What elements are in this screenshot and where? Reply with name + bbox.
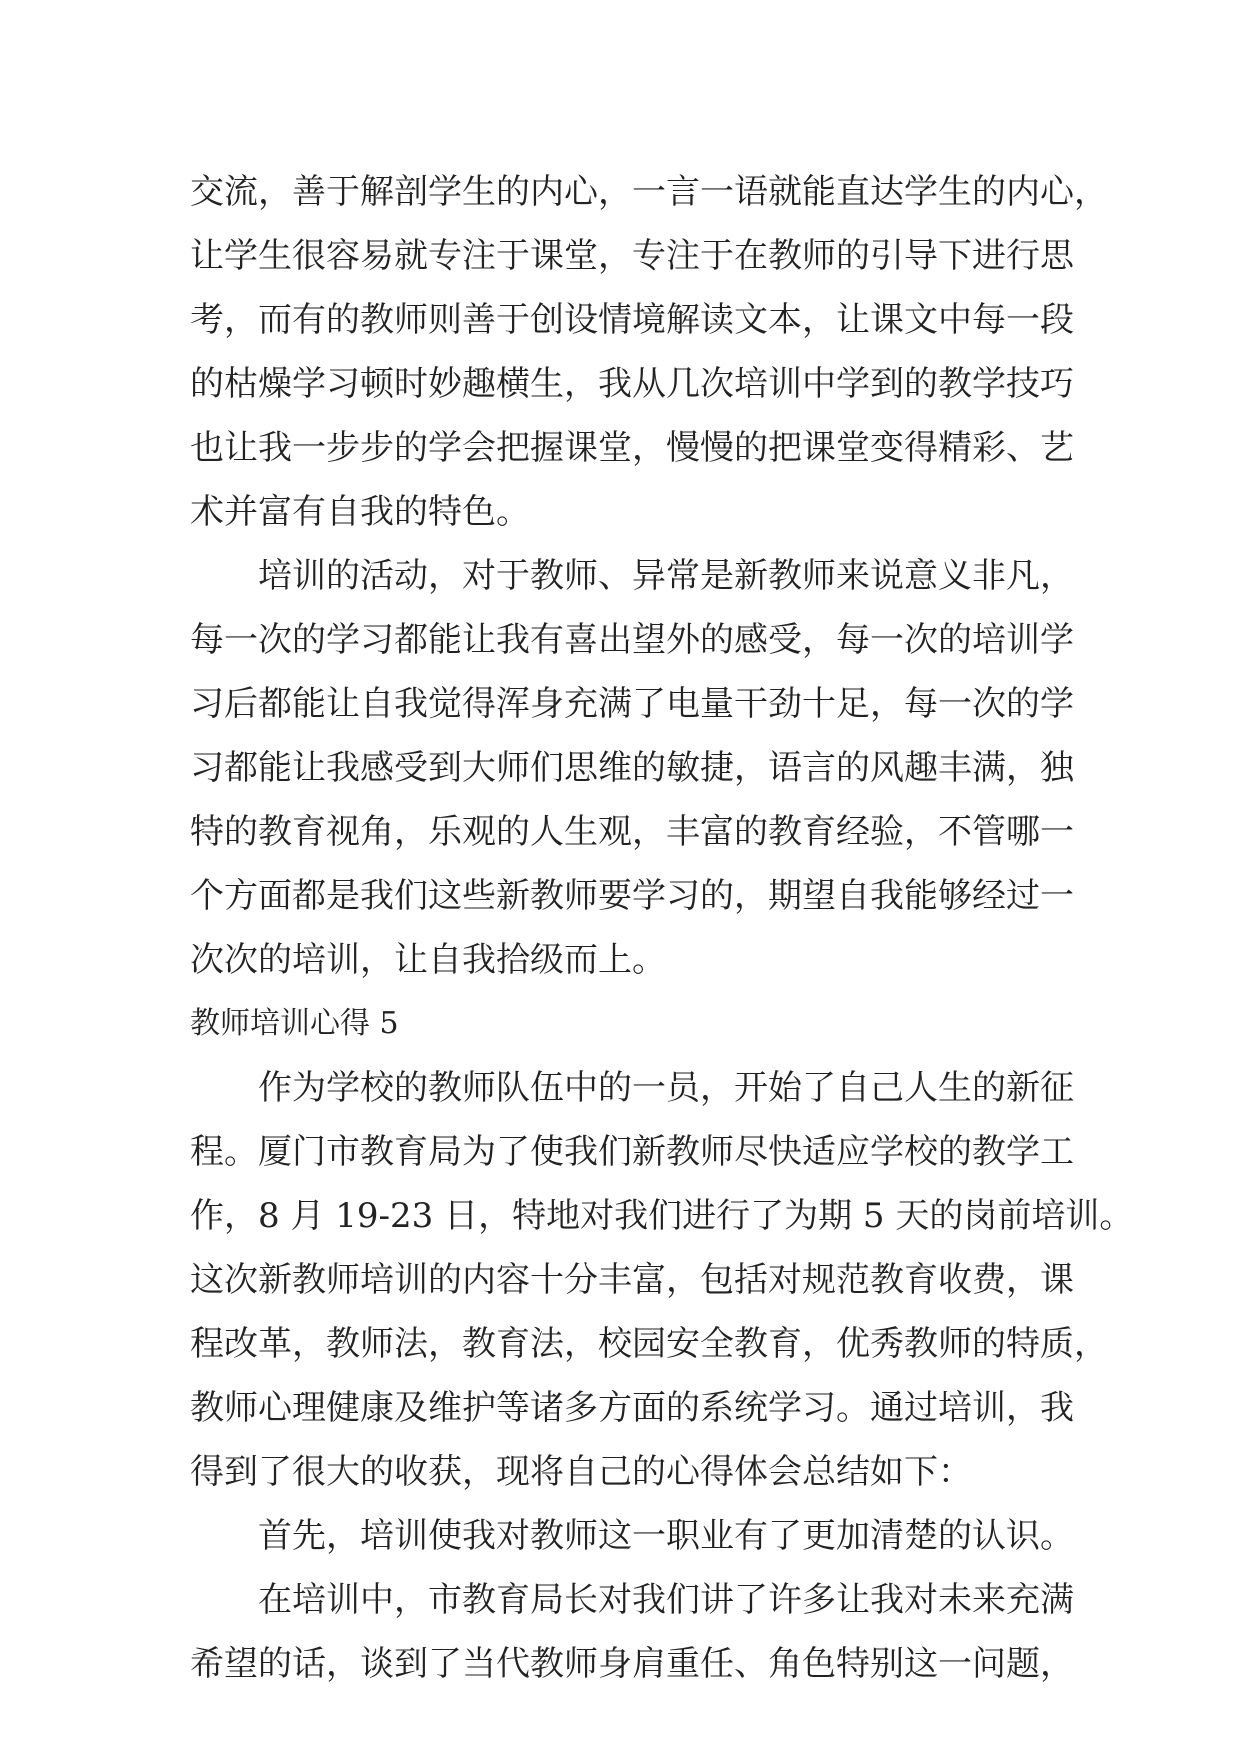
text-line: 术并富有自我的特色。 — [190, 492, 530, 532]
text-line: 教师心理健康及维护等诸多方面的系统学习。通过培训，我 — [190, 1388, 1074, 1428]
text-line: 的枯燥学习顿时妙趣横生，我从几次培训中学到的教学技巧 — [190, 364, 1074, 404]
text-line: 习后都能让自我觉得浑身充满了电量干劲十足，每一次的学 — [190, 684, 1074, 724]
text-line: 得到了很大的收获，现将自己的心得体会总结如下： — [190, 1452, 972, 1492]
text-line: 作为学校的教师队伍中的一员，开始了自己人生的新征 — [258, 1068, 1074, 1108]
text-line: 每一次的学习都能让我有喜出望外的感受，每一次的培训学 — [190, 620, 1074, 660]
section-heading: 教师培训心得 5 — [190, 1006, 399, 1041]
paragraph — [190, 160, 1108, 544]
text-line: 特的教育视角，乐观的人生观，丰富的教育经验，不管哪一 — [190, 812, 1074, 852]
text-line: 交流，善于解剖学生的内心，一言一语就能直达学生的内心， — [190, 172, 1108, 212]
text-line: 在培训中，市教育局长对我们讲了许多让我对未来充满 — [258, 1580, 1074, 1620]
text-line: 个方面都是我们这些新教师要学习的，期望自我能够经过一 — [190, 876, 1074, 916]
text-line: 作，8 月 19-23 日，特地对我们进行了为期 5 天的岗前培训。 — [190, 1196, 1134, 1236]
paragraph — [190, 1568, 1074, 1696]
text-line: 培训的活动，对于教师、异常是新教师来说意义非凡， — [258, 556, 1074, 596]
text-line: 考，而有的教师则善于创设情境解读文本，让课文中每一段 — [190, 300, 1074, 340]
text-line: 首先，培训使我对教师这一职业有了更加清楚的认识。 — [258, 1516, 1074, 1556]
paragraph — [190, 1504, 1074, 1568]
text-line: 习都能让我感受到大师们思维的敏捷，语言的风趣丰满，独 — [190, 748, 1074, 788]
text-line: 次次的培训，让自我拾级而上。 — [190, 940, 666, 980]
text-line: 让学生很容易就专注于课堂，专注于在教师的引导下进行思 — [190, 236, 1074, 276]
text-line: 也让我一步步的学会把握课堂，慢慢的把课堂变得精彩、艺 — [190, 428, 1074, 468]
document-body — [190, 160, 1134, 1696]
text-line: 程改革，教师法，教育法，校园安全教育，优秀教师的特质， — [190, 1324, 1108, 1364]
paragraph — [190, 1056, 1134, 1504]
text-line: 希望的话，谈到了当代教师身肩重任、角色特别这一问题， — [190, 1644, 1074, 1684]
text-line: 程。厦门市教育局为了使我们新教师尽快适应学校的教学工 — [190, 1132, 1074, 1172]
paragraph — [190, 544, 1074, 992]
text-line: 这次新教师培训的内容十分丰富，包括对规范教育收费，课 — [190, 1260, 1074, 1300]
